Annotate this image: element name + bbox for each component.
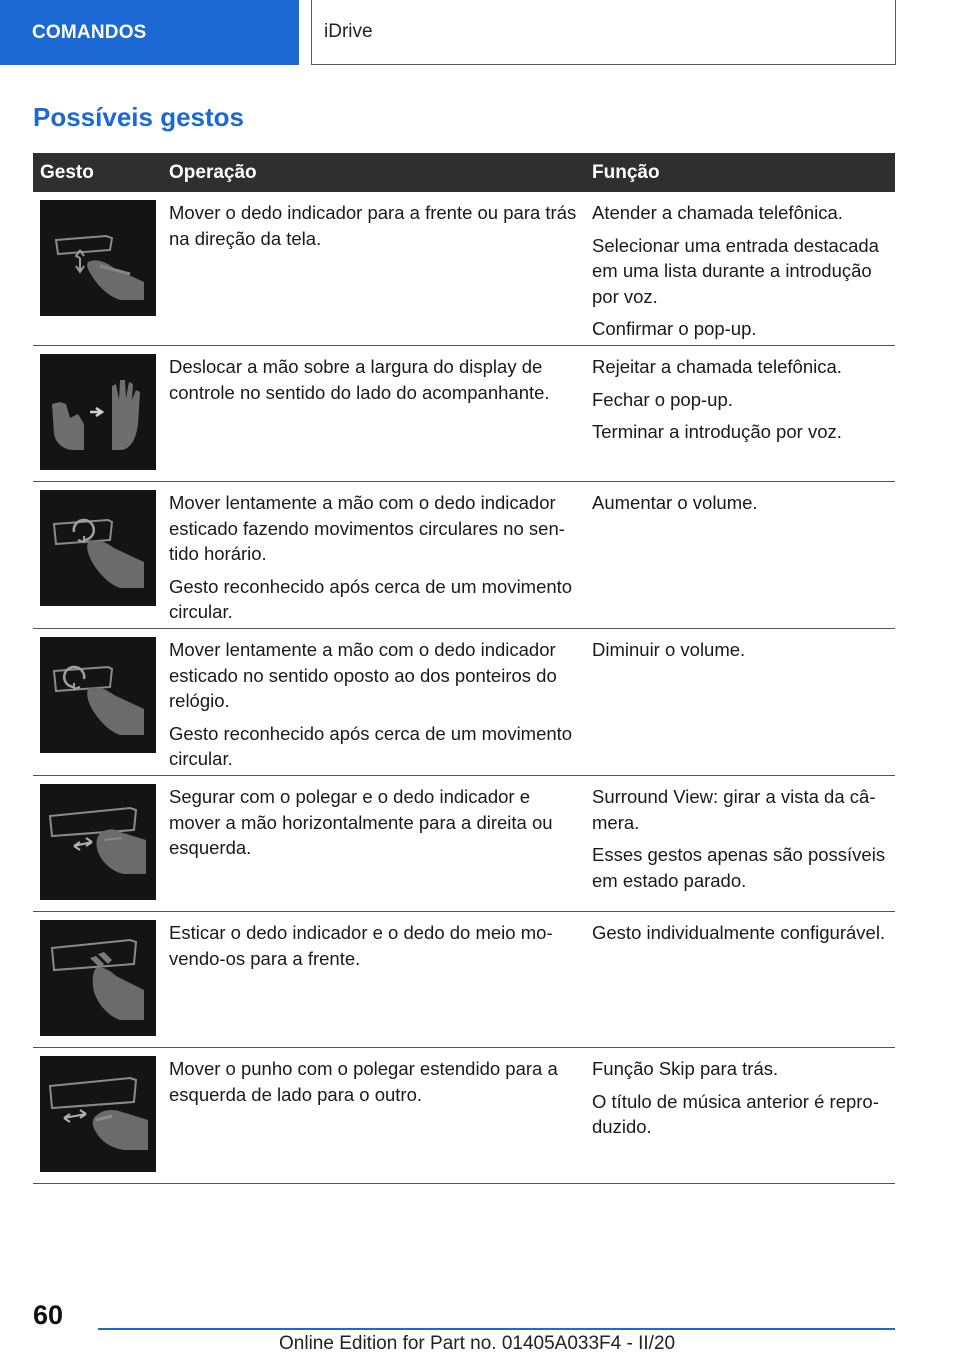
table-row: [33, 1048, 895, 1184]
function-text: Gesto individualmente configurável.: [592, 922, 886, 943]
operation-text: Gesto reconhecido após cerca de um movimento circular.: [169, 722, 573, 769]
chapter-header: [311, 0, 896, 65]
gesture-pinch-move-icon: [40, 784, 156, 900]
gesture-two-fingers-forward-icon: [40, 920, 156, 1036]
function-text: Selecionar uma entrada destacada em uma lista durante a introdução por voz.: [592, 234, 879, 307]
function-text: O título de música anterior é reproduzido.: [592, 1090, 879, 1137]
operation-text: Mover o punho com o polegar estendido para a esquerda de lado para o outro.: [169, 1058, 558, 1105]
gesture-thumb-swipe-icon: [40, 1056, 156, 1172]
table-row: [33, 629, 895, 776]
page-number: 60: [33, 1300, 64, 1330]
page-title: Possíveis gestos: [33, 102, 244, 132]
function-text: Rejeitar a chamada telefônica.: [592, 356, 842, 377]
section-tab: [0, 0, 299, 65]
edition-note: Online Edition for Part no. 01405A033F4 - II/20: [279, 1333, 676, 1354]
footer-divider: [98, 1328, 895, 1330]
operation-text: Mover o dedo indicador para a frente ou para trás na direção da tela.: [169, 202, 577, 249]
operation-text: Segurar com o polegar e o dedo indicador e mover a mão horizontalmente para a direita ou esquerda.: [169, 786, 553, 858]
column-header-gesture: Gesto: [40, 161, 94, 183]
table-row: [33, 482, 895, 629]
table-row: [33, 776, 895, 912]
column-header-operation: Operação: [169, 161, 257, 183]
table-row: [33, 912, 895, 1048]
function-text: Esses gestos apenas são possíveis em estado parado.: [592, 844, 886, 891]
gesture-point-forward-back-icon: [40, 200, 156, 316]
column-header-function: Função: [592, 161, 660, 183]
gesture-rotate-counterclockwise-icon: [40, 637, 156, 753]
operation-text: Mover lentamente a mão com o dedo indicador esticado no sentido oposto ao dos ponteiros do relógio.: [169, 639, 557, 711]
function-text: Aumentar o volume.: [592, 492, 758, 513]
chapter-label: iDrive: [324, 21, 373, 42]
function-text: Terminar a introdução por voz.: [592, 421, 842, 442]
function-text: Função Skip para trás.: [592, 1058, 779, 1079]
gesture-table: [33, 153, 895, 1184]
function-text: Diminuir o volume.: [592, 639, 746, 660]
operation-text: Mover lentamente a mão com o dedo indicador esticado fazendo movimentos circulares no sentido horário.: [169, 492, 565, 564]
gesture-rotate-clockwise-icon: [40, 490, 156, 606]
function-text: Atender a chamada telefônica.: [592, 202, 843, 223]
table-row: [33, 346, 895, 482]
section-label: COMANDOS: [32, 21, 147, 43]
function-text: Surround View: girar a vista da câmera.: [592, 786, 876, 833]
gesture-hand-swipe-icon: [40, 354, 156, 470]
operation-text: Gesto reconhecido após cerca de um movimento circular.: [169, 575, 573, 622]
table-row: [33, 192, 895, 346]
operation-text: Esticar o dedo indicador e o dedo do meio movendo-os para a frente.: [169, 922, 553, 969]
operation-text: Deslocar a mão sobre a largura do display de controle no sentido do lado do acompanhante.: [169, 356, 550, 403]
function-text: Fechar o pop-up.: [592, 388, 733, 410]
function-text: Confirmar o pop-up.: [592, 318, 757, 339]
table-header: [33, 153, 895, 192]
